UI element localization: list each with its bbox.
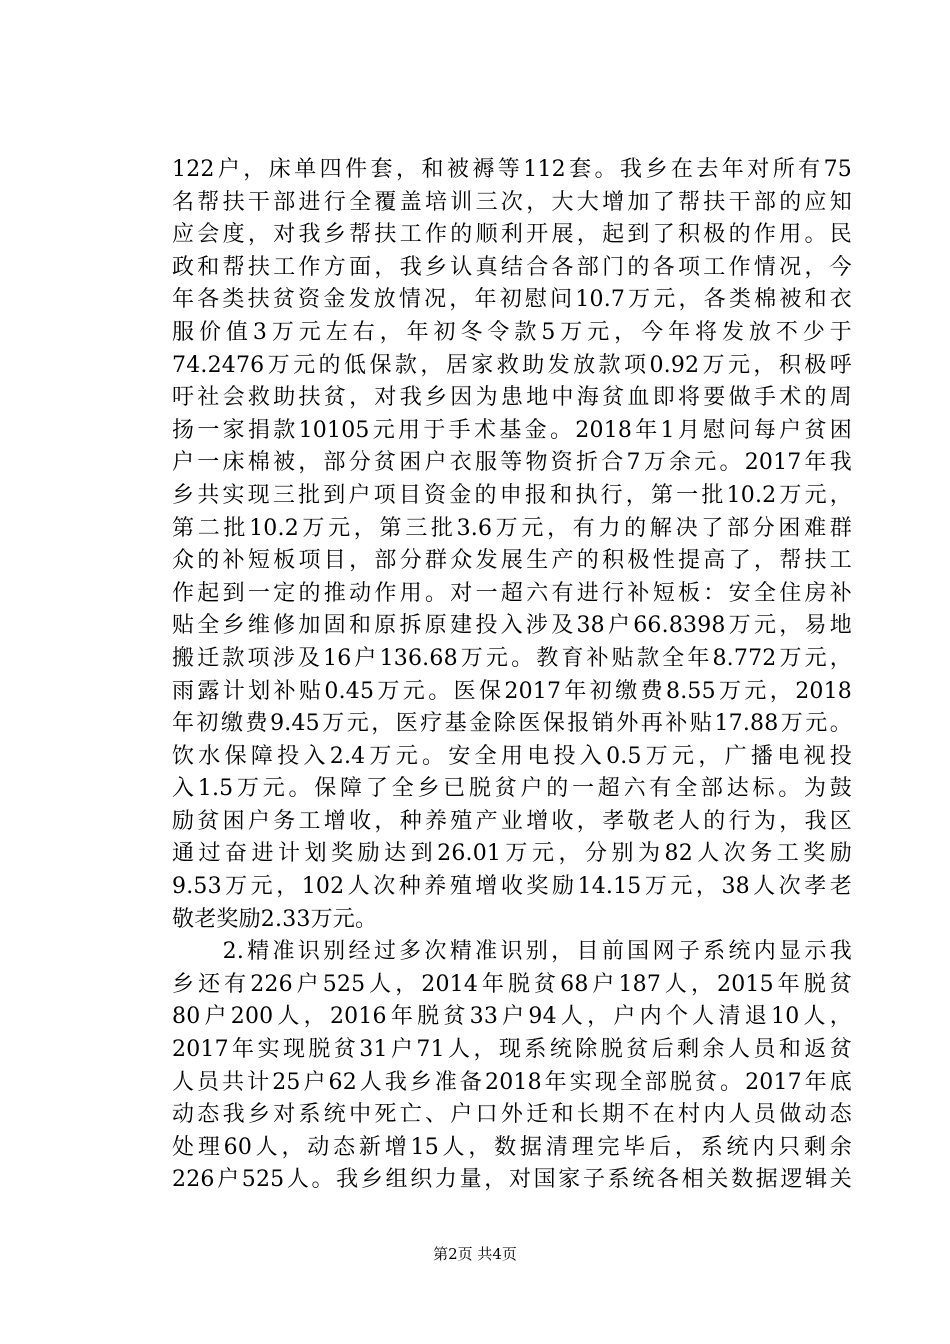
text-line: 乡还有226户525人，2014年脱贫68户187人，2015年脱贫 [172,971,852,997]
text-line: 9.53万元，102人次种养殖增收奖励14.15万元，38人次孝老 [172,874,852,900]
text-line: 励贫困户务工增收，种养殖产业增收，孝敬老人的行为，我区 [172,808,852,834]
text-line: 处理60人，动态新增15人，数据清理完毕后，系统内只剩余 [172,1134,852,1160]
text-line: 吁社会救助扶贫，对我乡因为患地中海贫血即将要做手术的周 [172,385,852,411]
text-line: 应会度，对我乡帮扶工作的顺利开展，起到了积极的作用。民 [172,222,852,248]
text-line: 搬迁款项涉及16户136.68万元。教育补贴款全年8.772万元， [172,645,852,671]
text-line: 通过奋进计划奖励达到26.01万元，分别为82人次务工奖励 [172,841,852,867]
text-line: 人员共计25户62人我乡准备2018年实现全部脱贫。2017年底 [172,1069,852,1095]
text-line: 政和帮扶工作方面，我乡认真结合各部门的各项工作情况，今 [172,254,852,280]
text-line: 贴全乡维修加固和原拆原建投入涉及38户66.8398万元，易地 [172,613,852,639]
text-line: 226户525人。我乡组织力量，对国家子系统各相关数据逻辑关 [172,1167,852,1193]
text-line: 年各类扶贫资金发放情况，年初慰问10.7万元，各类棉被和衣 [172,287,852,313]
text-line: 74.2476万元的低保款，居家救助发放款项0.92万元，积极呼 [172,352,852,378]
text-line-paragraph-start: 2.精准识别经过多次精准识别，目前国网子系统内显示我 [172,939,852,965]
text-line: 第二批10.2万元，第三批3.6万元，有力的解决了部分困难群 [172,515,852,541]
page-number-label: 第2页 共4页 [433,1245,517,1263]
text-line: 名帮扶干部进行全覆盖培训三次，大大增加了帮扶干部的应知 [172,189,852,215]
text-line: 入1.5万元。保障了全乡已脱贫户的一超六有全部达标。为鼓 [172,776,852,802]
text-line: 122户，床单四件套，和被褥等112套。我乡在去年对所有75 [172,157,852,182]
text-line: 80户200人，2016年脱贫33户94人，户内个人清退10人， [172,1004,852,1030]
text-line: 户一床棉被，部分贫困户衣服等物资折合7万余元。2017年我 [172,450,852,476]
text-line: 雨露计划补贴0.45万元。医保2017年初缴费8.55万元，2018 [172,678,852,704]
text-line-paragraph-end: 敬老奖励2.33万元。 [172,906,378,932]
text-line: 动态我乡对系统中死亡、户口外迁和长期不在村内人员做动态 [172,1102,852,1128]
text-line: 作起到一定的推动作用。对一超六有进行补短板：安全住房补 [172,580,852,606]
text-line: 2017年实现脱贫31户71人，现系统除脱贫后剩余人员和返贫 [172,1037,852,1063]
text-line: 众的补短板项目，部分群众发展生产的积极性提高了，帮扶工 [172,548,852,574]
body-text [172,154,852,1197]
text-line: 饮水保障投入2.4万元。安全用电投入0.5万元，广播电视投 [172,743,852,769]
text-line: 乡共实现三批到户项目资金的申报和执行，第一批10.2万元， [172,482,852,508]
page-footer [0,1244,950,1264]
text-line: 扬一家捐款10105元用于手术基金。2018年1月慰问每户贫困 [172,417,852,443]
text-line: 服价值3万元左右，年初冬令款5万元，今年将发放不少于 [172,319,852,345]
text-line: 年初缴费9.45万元，医疗基金除医保报销外再补贴17.88万元。 [172,711,852,737]
